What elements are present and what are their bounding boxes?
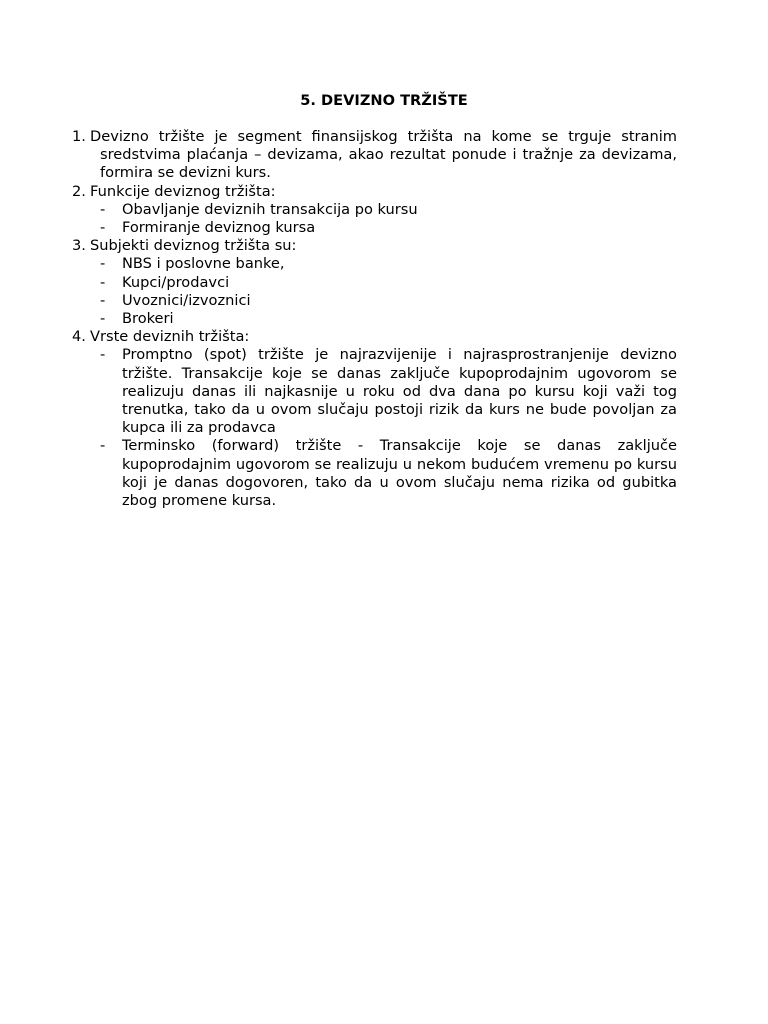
sub-item-text: Kupci/prodavci xyxy=(122,273,230,291)
list-item-text: Subjekti deviznog tržišta su: xyxy=(90,237,297,255)
sub-item xyxy=(72,219,677,237)
sub-item xyxy=(72,274,677,292)
list-item-1 xyxy=(72,128,677,183)
list-item-text: Vrste deviznih tržišta: xyxy=(90,328,250,346)
dash-marker: - xyxy=(100,437,106,455)
document-title: 5. DEVIZNO TRŽIŠTE xyxy=(300,92,468,109)
sub-item-text: NBS i poslovne banke, xyxy=(122,255,285,273)
sub-item xyxy=(72,437,677,510)
sub-item xyxy=(72,310,677,328)
sub-item-text: Obavljanje deviznih transakcija po kursu xyxy=(122,200,418,218)
sub-item-text: Formiranje deviznog kursa xyxy=(122,219,316,237)
document-body xyxy=(72,128,677,510)
sub-item xyxy=(72,201,677,219)
list-item-2 xyxy=(72,183,677,201)
dash-marker: - xyxy=(100,255,106,273)
dash-marker: - xyxy=(100,200,106,218)
list-item-number: 1. xyxy=(72,128,86,145)
list-item-4 xyxy=(72,328,677,346)
sub-item-text: Promptno (spot) tržište je najrazvijenije i najrasprostranjenije devizno tržište. Transakcije koje se danas zaključe kupoprodajnim ugovorom se realizuju danas ili najkasnije u roku od dva dana po kursu koji važi tog trenutka, tako da u ovom slučaju postoji rizik da kurs ne bude povoljan za kupca ili za prodavca xyxy=(122,346,677,437)
sub-item xyxy=(72,292,677,310)
dash-marker: - xyxy=(100,310,106,328)
list-item-number: 3. xyxy=(72,237,86,255)
list-item-text: Devizno tržište je segment finansijskog tržišta na kome se trguje stranim sredstvima plaćanja – devizama, akao rezultat ponude i tražnje za devizama, formira se devizni kurs. xyxy=(90,128,677,182)
list-item-3 xyxy=(72,237,677,255)
dash-marker: - xyxy=(100,273,106,291)
dash-marker: - xyxy=(100,346,106,364)
list-item-text: Funkcije deviznog tržišta: xyxy=(90,182,276,200)
sub-item-text: Brokeri xyxy=(122,310,174,328)
sub-item-text: Uvoznici/izvoznici xyxy=(122,291,251,309)
sub-item-text: Terminsko (forward) tržište - Transakcije koje se danas zaključe kupoprodajnim ugovorom se realizuju u nekom budućem vremenu po kursu koji je danas dogovoren, tako da u ovom slučaju nema rizika od gubitka zbog promene kursa. xyxy=(122,437,677,510)
list-item-number: 4. xyxy=(72,328,86,346)
dash-marker: - xyxy=(100,291,106,309)
list-item-number: 2. xyxy=(72,182,86,200)
sub-item xyxy=(72,346,677,437)
dash-marker: - xyxy=(100,219,106,237)
sub-item xyxy=(72,255,677,273)
